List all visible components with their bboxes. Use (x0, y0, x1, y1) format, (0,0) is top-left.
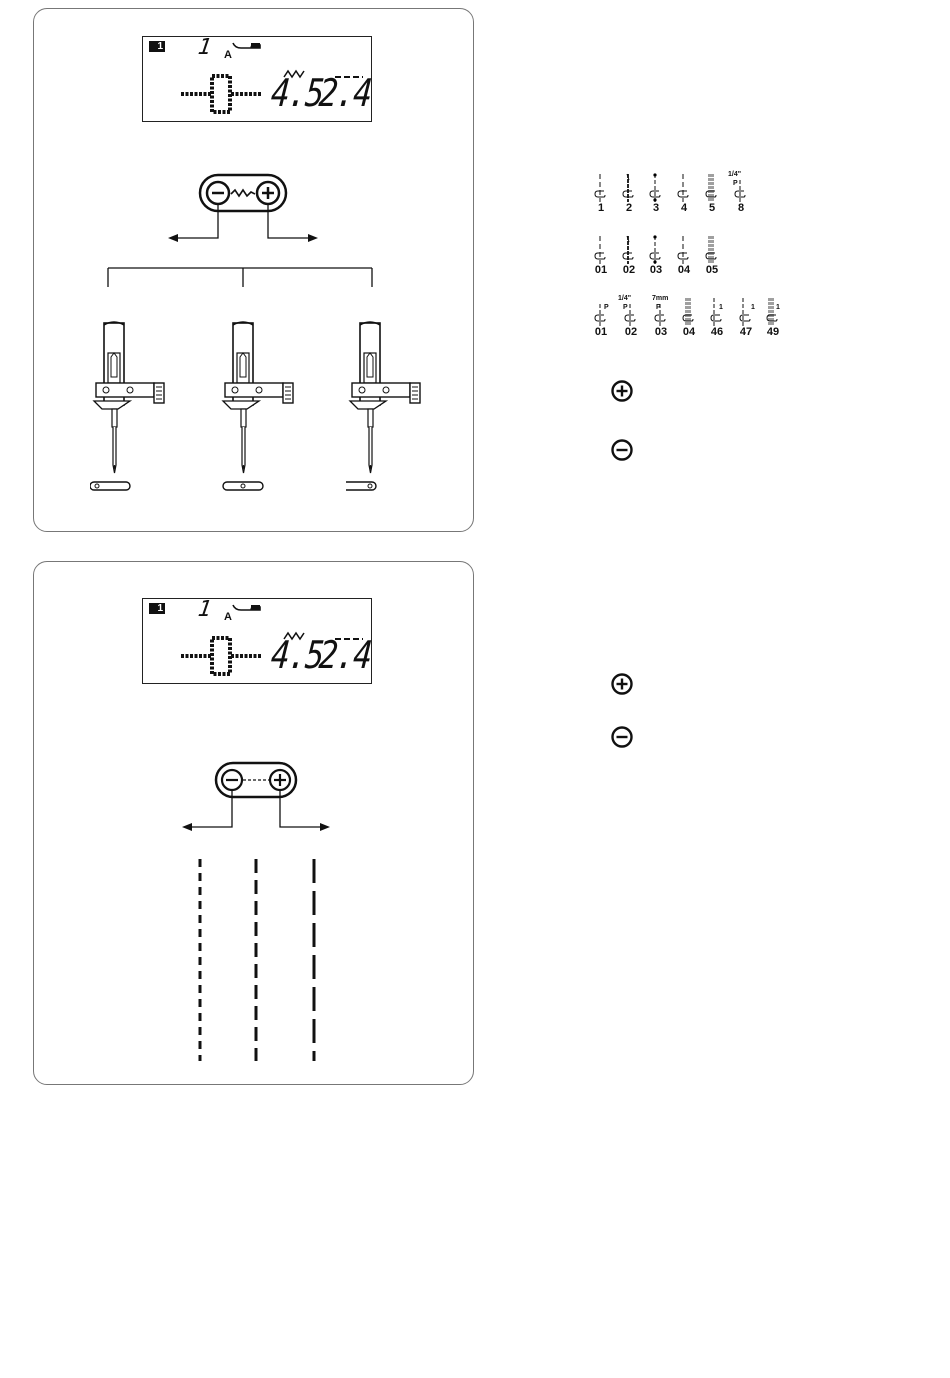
presser-foot-icon (231, 601, 261, 613)
foot-letter: A (224, 49, 232, 61)
needle-right-position (346, 317, 446, 497)
stitch-symbol-one (702, 296, 732, 326)
stitch-number-label: 01 (594, 326, 608, 338)
stitch-number-label: 46 (710, 326, 724, 338)
mode-badge: 1 (149, 603, 165, 614)
p-mark: P (733, 180, 738, 187)
needle-left-position (90, 317, 190, 497)
width-adjust-diagram (104, 167, 404, 287)
p-mark: P (623, 304, 628, 311)
lcd-display (142, 36, 372, 122)
presser-foot-icon (231, 39, 261, 51)
stitch-number-label: 03 (649, 264, 663, 276)
stitch-symbol-straight (586, 172, 616, 202)
stitch-number-label: 8 (737, 202, 745, 214)
stitch-number-label: 3 (652, 202, 660, 214)
stitch-symbol-straight (669, 234, 699, 264)
stitch-number-label: 05 (705, 264, 719, 276)
p-mark: P (656, 304, 661, 311)
length-adjust-diagram (174, 757, 344, 837)
stitch-number-label: 1 (597, 202, 605, 214)
stitch-number-label: 4 (680, 202, 688, 214)
plus-circle-icon (610, 672, 634, 696)
stitch-number-label: 04 (677, 264, 691, 276)
stitch-width-value: 4.5 (269, 71, 325, 115)
stitch-number-label: 47 (739, 326, 753, 338)
stitch-symbol-one-spaced (731, 296, 761, 326)
stitch-symbol-straight (586, 234, 616, 264)
needle-position-panel (33, 8, 474, 532)
stitch-width-value: 4.5 (269, 633, 325, 677)
minus-circle-icon (610, 438, 634, 462)
stitch-length-value: 2.4 (317, 71, 373, 115)
stitch-number-label: 01 (594, 264, 608, 276)
foot-letter: A (224, 611, 232, 623)
stitch-number-label: 04 (682, 326, 696, 338)
minus-circle-icon (610, 725, 634, 749)
stitch-symbol-lock (641, 172, 671, 202)
stitch-length-panel (33, 561, 474, 1085)
plus-circle-icon (610, 379, 634, 403)
stitch-number-label: 03 (654, 326, 668, 338)
quarter-inch-mark: 1/4" (618, 295, 632, 302)
mode-badge: 1 (149, 41, 165, 52)
needle-center-position (219, 317, 319, 497)
stitch-length-samples (184, 857, 334, 1067)
one-mark: 1 (751, 304, 755, 311)
needle-position-indicator (181, 73, 261, 115)
stitch-symbol-p (586, 296, 616, 326)
one-mark: 1 (776, 304, 780, 311)
stitch-symbol-straight (669, 172, 699, 202)
p-mark: P (604, 304, 609, 311)
stitch-symbol-bold (614, 234, 644, 264)
stitch-symbol-triple (697, 172, 727, 202)
stitch-symbol-triple (697, 234, 727, 264)
stitch-number-label: 5 (708, 202, 716, 214)
lcd-display-2 (142, 598, 372, 684)
stitch-number-label: 2 (625, 202, 633, 214)
branch-left (108, 267, 112, 287)
one-mark: 1 (719, 304, 723, 311)
stitch-length-value: 2.4 (317, 633, 373, 677)
seven-mm-mark: 7mm (652, 295, 669, 302)
stitch-symbol-bold (614, 172, 644, 202)
stitch-number-label: 02 (622, 264, 636, 276)
needle-position-indicator (181, 635, 261, 677)
stitch-number-label: 49 (766, 326, 780, 338)
pattern-number: 1 (196, 35, 214, 60)
stitch-symbol-triple (674, 296, 704, 326)
stitch-number-label: 02 (624, 326, 638, 338)
stitch-symbol-triple-one (758, 296, 788, 326)
quarter-inch-mark: 1/4" (728, 171, 742, 178)
stitch-symbol-lock (641, 234, 671, 264)
pattern-number: 1 (196, 597, 214, 622)
